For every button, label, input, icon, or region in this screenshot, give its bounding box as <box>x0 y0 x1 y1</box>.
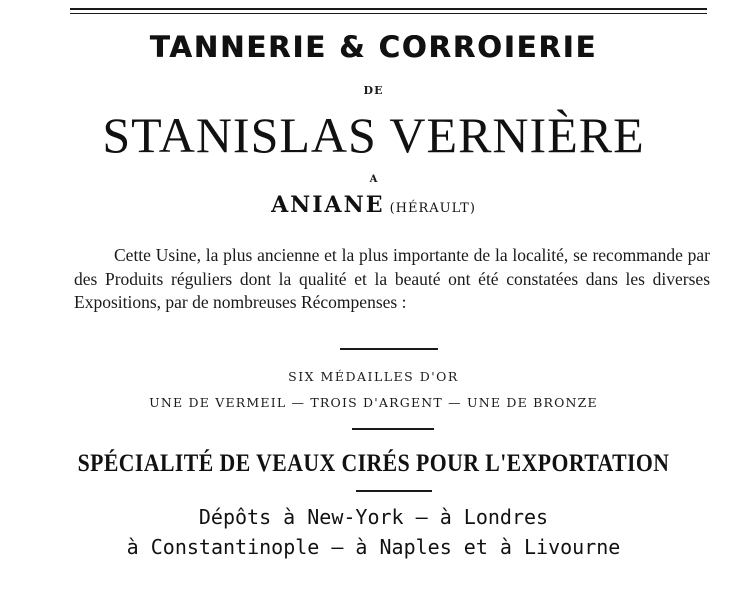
depots-line-1: Dépôts à New-York — à Londres <box>198 505 549 529</box>
divider-rule <box>356 490 432 492</box>
description-paragraph: Cette Usine, la plus ancienne et la plus importante de la localité, se recommande par des Produits réguliers dont la qualité et la beauté ont été constatées dans les diverses Expositions, par de nombreuses Récompenses : <box>74 245 710 312</box>
business-type-heading: TANNERIE & CORROIERIE <box>149 30 598 64</box>
other-medals-line: UNE DE VERMEIL — TROIS D'ARGENT — UNE DE BRONZE <box>149 395 598 410</box>
owner-name-heading: STANISLAS VERNIÈRE <box>102 107 645 163</box>
divider-rule <box>352 428 434 430</box>
de-connector: DE <box>363 84 384 97</box>
location-line <box>0 192 747 218</box>
divider-rule <box>340 348 438 350</box>
top-double-rule-thick <box>70 8 707 10</box>
depots-line-2: à Constantinople — à Naples et à Livourne <box>126 535 621 559</box>
specialty-heading: SPÉCIALITÉ DE VEAUX CIRÉS POUR L'EXPORTATION <box>77 450 670 477</box>
city-name: ANIANE <box>271 192 385 218</box>
region-name: (HÉRAULT) <box>389 201 476 216</box>
top-double-rule-thin <box>70 13 707 14</box>
a-connector: A <box>369 174 378 185</box>
gold-medals-line: SIX MÉDAILLES D'OR <box>288 369 459 384</box>
